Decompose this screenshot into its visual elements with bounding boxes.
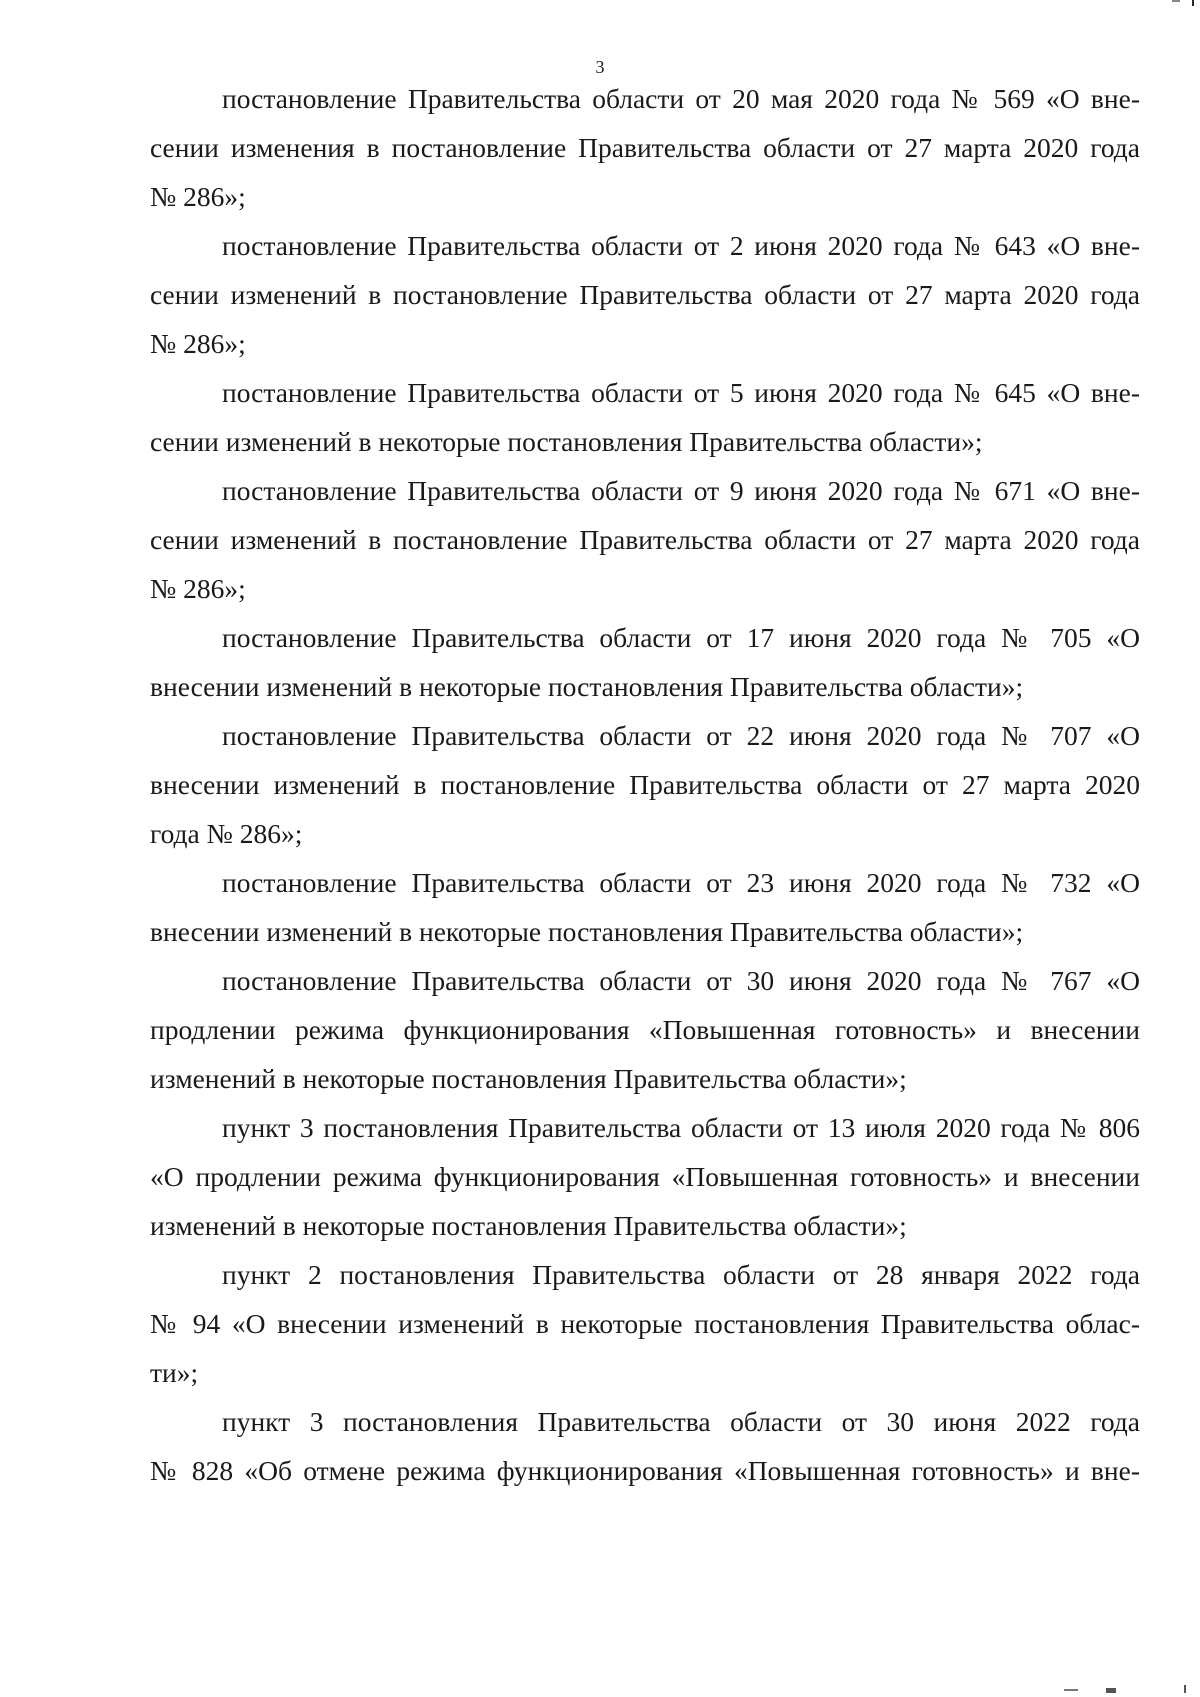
text-line: ти»;	[150, 1357, 199, 1388]
paragraph	[150, 858, 1140, 956]
text-line: пункт 3 постановления Правительства области от 30 июня 2022 года	[222, 1406, 1140, 1437]
text-line: внесении изменений в некоторые постановления Правительства области»;	[150, 916, 1024, 947]
text-line: пункт 3 постановления Правительства области от 13 июля 2020 года № 806	[222, 1112, 1140, 1143]
text-line: сении изменений в постановление Правительства области от 27 марта 2020 года	[150, 279, 1140, 310]
text-line: № 94 «О внесении изменений в некоторые постановления Правительства облас-	[150, 1308, 1140, 1339]
text-line: № 828 «Об отмене режима функционирования «Повышенная готовность» и вне-	[150, 1455, 1140, 1486]
text-line: постановление Правительства области от 30 июня 2020 года № 767 «О	[222, 965, 1140, 996]
text-line: пункт 2 постановления Правительства области от 28 января 2022 года	[222, 1259, 1140, 1290]
text-line: № 286»;	[150, 328, 246, 359]
page-number: 3	[595, 57, 605, 77]
paragraph	[150, 1103, 1140, 1250]
text-line: постановление Правительства области от 2 июня 2020 года № 643 «О вне-	[222, 230, 1140, 261]
text-line: постановление Правительства области от 9 июня 2020 года № 671 «О вне-	[222, 475, 1140, 506]
scan-artifact	[1064, 1689, 1078, 1691]
text-line: сении изменений в некоторые постановления Правительства области»;	[150, 426, 983, 457]
scan-artifact	[1172, 0, 1180, 2]
text-line: изменений в некоторые постановления Правительства области»;	[150, 1063, 907, 1094]
text-line: постановление Правительства области от 17 июня 2020 года № 705 «О	[222, 622, 1140, 653]
paragraph	[150, 711, 1140, 858]
text-line: «О продлении режима функционирования «Повышенная готовность» и внесении	[150, 1161, 1140, 1192]
text-line: постановление Правительства области от 22 июня 2020 года № 707 «О	[222, 720, 1140, 751]
scan-artifact	[1184, 1685, 1186, 1693]
text-line: сении изменения в постановление Правительства области от 27 марта 2020 года	[150, 132, 1140, 163]
paragraph	[150, 466, 1140, 613]
text-line: сении изменений в постановление Правительства области от 27 марта 2020 года	[150, 524, 1140, 555]
text-line: внесении изменений в некоторые постановления Правительства области»;	[150, 671, 1024, 702]
text-line: постановление Правительства области от 5 июня 2020 года № 645 «О вне-	[222, 377, 1140, 408]
text-line: продлении режима функционирования «Повышенная готовность» и внесении	[150, 1014, 1140, 1045]
paragraph	[150, 956, 1140, 1103]
text-line: № 286»;	[150, 573, 246, 604]
paragraph	[150, 74, 1140, 221]
text-line: года № 286»;	[150, 818, 303, 849]
text-line: № 286»;	[150, 181, 246, 212]
scan-artifact	[1106, 1688, 1116, 1693]
paragraph	[150, 221, 1140, 368]
text-line: изменений в некоторые постановления Правительства области»;	[150, 1210, 907, 1241]
paragraph	[150, 368, 1140, 466]
text-line: постановление Правительства области от 20 мая 2020 года № 569 «О вне-	[222, 83, 1140, 114]
scan-artifact	[1192, 0, 1194, 6]
paragraph	[150, 613, 1140, 711]
paragraph	[150, 1250, 1140, 1397]
paragraph	[150, 1397, 1140, 1495]
document-body	[150, 74, 1140, 1495]
text-line: внесении изменений в постановление Правительства области от 27 марта 2020	[150, 769, 1140, 800]
text-line: постановление Правительства области от 23 июня 2020 года № 732 «О	[222, 867, 1140, 898]
